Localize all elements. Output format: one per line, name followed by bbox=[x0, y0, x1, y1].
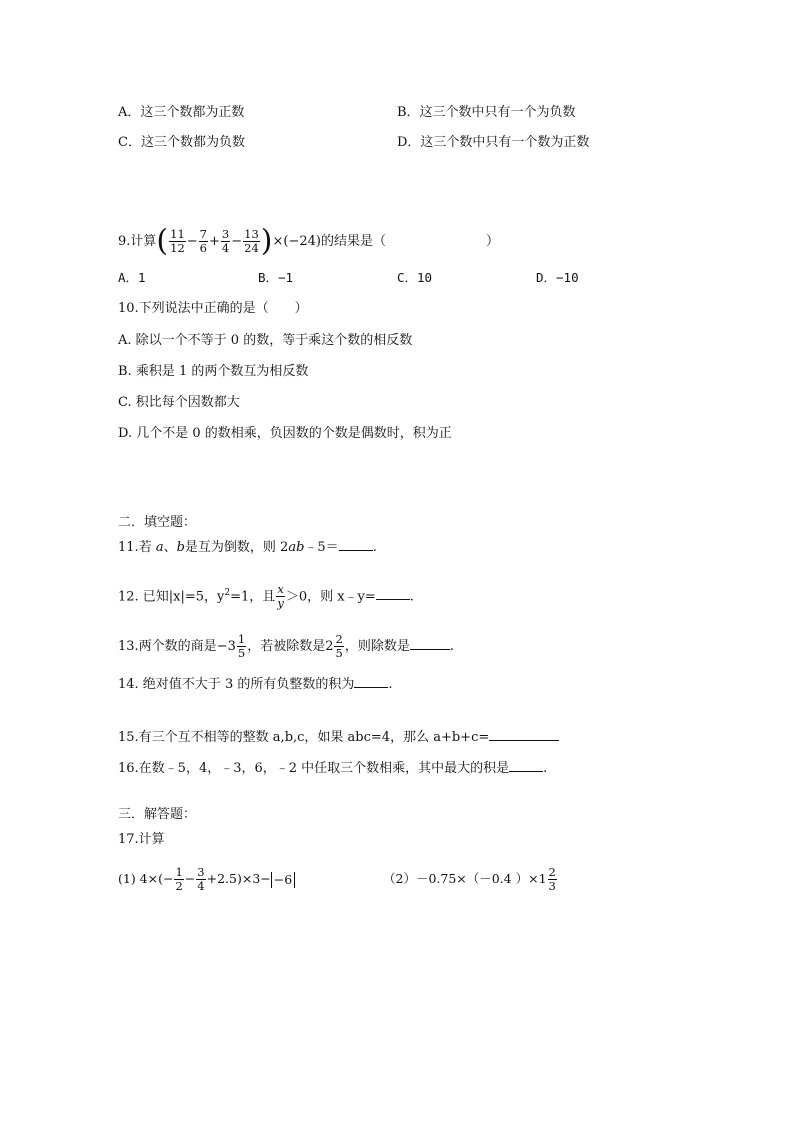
q10-stem: 10.下列说法中正确的是（ ） bbox=[118, 301, 308, 316]
q13 bbox=[118, 630, 454, 664]
q9-option-c: C．10 bbox=[397, 270, 433, 285]
text: 12. 已知|x|=5，y bbox=[118, 589, 225, 605]
q16 bbox=[118, 759, 547, 779]
denominator: 2 bbox=[175, 879, 183, 893]
text: 11.若 bbox=[118, 540, 156, 555]
fraction bbox=[548, 866, 557, 893]
text: 13.两个数的商是 bbox=[118, 639, 217, 654]
q14 bbox=[118, 675, 392, 695]
q9-option-d: D．−10 bbox=[536, 270, 579, 285]
left-paren: ( bbox=[156, 223, 169, 259]
var-b: b bbox=[176, 540, 185, 555]
q10-option-d: D. 几个不是 0 的数相乘，负因数的个数是偶数时，积为正 bbox=[118, 426, 452, 441]
numerator: 11 bbox=[170, 227, 185, 241]
text: . bbox=[372, 540, 377, 555]
q10-option-b: B. 乘积是 1 的两个数互为相反数 bbox=[118, 364, 309, 379]
answer-blank[interactable] bbox=[509, 759, 543, 772]
denominator: 3 bbox=[548, 879, 556, 893]
fraction bbox=[237, 633, 246, 660]
fraction bbox=[276, 583, 285, 610]
q12 bbox=[118, 576, 414, 614]
numerator: 7 bbox=[199, 227, 207, 241]
denominator: 5 bbox=[237, 646, 246, 660]
q17-part-1 bbox=[118, 862, 295, 896]
denominator: 5 bbox=[335, 646, 343, 660]
superscript: 2 bbox=[224, 588, 231, 598]
text: . bbox=[543, 761, 548, 776]
q9-suffix: 的结果是（ bbox=[320, 234, 386, 249]
q9-option-a: A．1 bbox=[118, 270, 146, 285]
text: =1，且 bbox=[230, 589, 276, 605]
text: 14. 绝对值不大于 3 的所有负整数的积为 bbox=[118, 677, 355, 692]
text: 、 bbox=[163, 540, 177, 555]
numerator: 1 bbox=[175, 865, 183, 879]
q8-option-d: D．这三个数中只有一个数为正数 bbox=[397, 135, 590, 150]
text: +2.5)×3− bbox=[206, 871, 271, 886]
fraction bbox=[243, 228, 260, 255]
q10-option-a: A. 除以一个不等于 0 的数，等于乘这个数的相反数 bbox=[118, 333, 413, 348]
text: （2）－0.75×（－0.4 ）×1 bbox=[383, 871, 547, 886]
section-3-title: 三．解答题： bbox=[118, 807, 197, 822]
denominator: 4 bbox=[221, 241, 230, 255]
answer-blank[interactable] bbox=[339, 538, 373, 551]
text: ，若被除数是 bbox=[247, 639, 326, 654]
fraction bbox=[334, 633, 343, 660]
text: . bbox=[449, 639, 454, 654]
answer-blank[interactable] bbox=[354, 675, 388, 688]
right-paren: ) bbox=[260, 223, 273, 259]
denominator: 24 bbox=[244, 241, 259, 255]
q10-option-c: C. 积比每个因数都大 bbox=[118, 395, 240, 410]
q9-prefix: 9.计算 bbox=[118, 234, 157, 249]
text: 是互为倒数，则 2 bbox=[184, 540, 289, 555]
text: . bbox=[409, 589, 414, 605]
text: (1) 4×(− bbox=[118, 871, 174, 886]
fraction bbox=[196, 866, 205, 893]
operator: − bbox=[231, 234, 243, 249]
q9-stem bbox=[118, 225, 499, 259]
denominator: 12 bbox=[170, 241, 185, 255]
absolute-value: −6 bbox=[271, 872, 295, 888]
text: ，则除数是 bbox=[344, 639, 410, 654]
operator: − bbox=[186, 234, 198, 249]
q11 bbox=[118, 538, 377, 558]
answer-blank[interactable] bbox=[410, 637, 450, 650]
denominator: 6 bbox=[199, 241, 207, 255]
q8-option-a: A．这三个数都为正数 bbox=[118, 105, 245, 120]
operator: + bbox=[209, 234, 220, 249]
q9-multiplier: ×(−24) bbox=[272, 234, 321, 249]
q17-part-2 bbox=[383, 862, 558, 896]
section-2-title: 二．填空题： bbox=[118, 515, 197, 530]
text: ﹣5＝ bbox=[304, 540, 339, 555]
q9-close-paren: ） bbox=[486, 234, 500, 249]
operator: − bbox=[184, 871, 196, 886]
q15 bbox=[118, 728, 559, 748]
fraction bbox=[199, 228, 208, 255]
mixed-whole: 2 bbox=[325, 639, 334, 654]
answer-blank[interactable] bbox=[489, 728, 559, 741]
numerator: 13 bbox=[244, 227, 259, 241]
numerator: 1 bbox=[237, 632, 246, 646]
text: 15.有三个互不相等的整数 a,b,c，如果 abc=4，那么 a+b+c= bbox=[118, 730, 490, 745]
numerator: 3 bbox=[197, 865, 205, 879]
mixed-whole: −3 bbox=[216, 639, 236, 654]
answer-blank[interactable] bbox=[376, 587, 410, 600]
denominator: 4 bbox=[197, 879, 205, 893]
fraction bbox=[174, 866, 183, 893]
q8-option-b: B．这三个数中只有一个为负数 bbox=[397, 105, 576, 120]
denominator: y bbox=[277, 596, 284, 611]
fraction bbox=[169, 228, 186, 255]
var-ab: ab bbox=[288, 540, 305, 555]
text: ＞0，则 x﹣y= bbox=[285, 589, 376, 605]
q17-title: 17.计算 bbox=[118, 832, 165, 847]
var-a: a bbox=[155, 540, 164, 555]
text: 16.在数﹣5，4，﹣3，6，﹣2 中任取三个数相乘，其中最大的积是 bbox=[118, 761, 510, 776]
q9-option-b: B．−1 bbox=[258, 270, 294, 285]
numerator: x bbox=[277, 582, 284, 597]
fraction bbox=[221, 228, 230, 255]
text: . bbox=[388, 677, 393, 692]
numerator: 2 bbox=[335, 632, 343, 646]
numerator: 3 bbox=[221, 227, 230, 241]
numerator: 2 bbox=[548, 865, 556, 879]
q8-option-c: C．这三个数都为负数 bbox=[118, 135, 245, 150]
